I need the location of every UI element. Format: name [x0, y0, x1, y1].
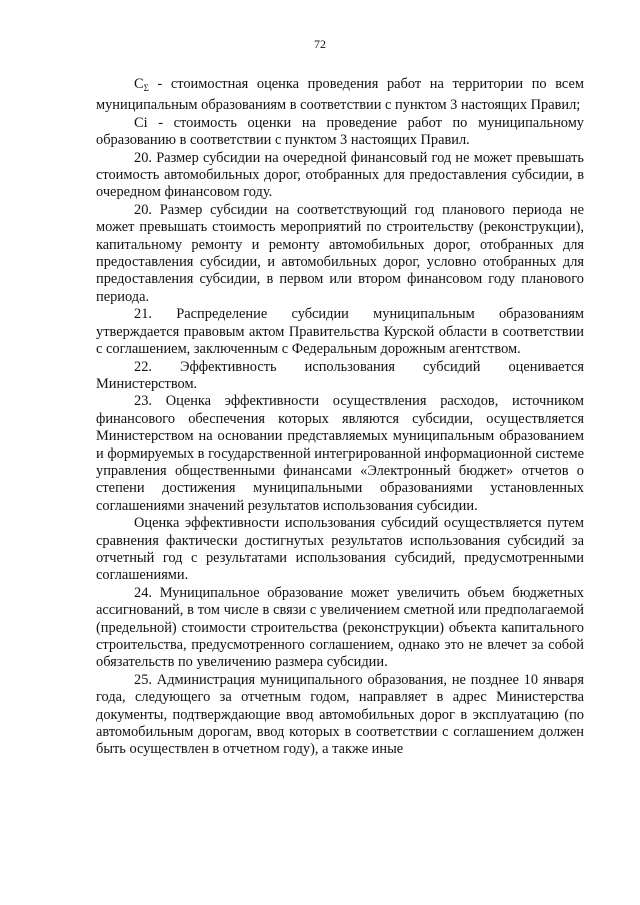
paragraph-c-sigma — [96, 76, 584, 115]
paragraph-25: 25. Администрация муниципального образования, не позднее 10 января года, следующего за отчетным годом, направляет в адрес Министерства документы, подтверждающие ввод автомобильных дорог в эксплуатацию (по автомобильным дорогам, ввод которых в соответствии с соглашением должен быть осуществлен в отчетном году), а также иные — [96, 671, 584, 758]
paragraph-23-evaluation: Оценка эффективности использования субсидий осуществляется путем сравнения фактически достигнутых результатов использования субсидий за отчетный год с результатами использования субсидий, предусмотренными соглашениями. — [96, 515, 584, 584]
c-sigma-symbol: $C_\Sigma$ — [134, 76, 149, 93]
paragraph-20b: 20. Размер субсидии на соответствующий год планового периода не может превышать стоимость мероприятий по строительству (реконструкции), капитальному ремонту и ремонту автомобильных дорог, отобранных для предоставления субсидии, и автомобильных дорог, условно отобранных для предоставления субсидии, в первом или втором финансовом году планового периода. — [96, 201, 584, 305]
paragraph-21: 21. Распределение субсидии муниципальным образованиям утверждается правовым актом Правительства Курской области в соответствии с соглашением, заключенным с Федеральным дорожным агентством. — [96, 306, 584, 358]
paragraph-23: 23. Оценка эффективности осуществления расходов, источником финансового обеспечения которых являются субсидии, осуществляется Министерством на основании представляемых муниципальным образованием и формируемых в государственной интегрированной информационной системе управления общественными финансами «Электронный бюджет» отчетов о степени достижения муниципальными образованиями установленных соглашениями значений результатов использования субсидии. — [96, 393, 584, 514]
page-number: 72 — [314, 37, 326, 51]
paragraph-24: 24. Муниципальное образование может увеличить объем бюджетных ассигнований, в том числе в связи с увеличением сметной или предполагаемой (предельной) стоимости строительства (реконструкции) объекта капитального строительства, предусмотренного соглашением, однако это не влечет за собой обязательств по увеличению размера субсидии. — [96, 584, 584, 671]
paragraph-ci: Ci - стоимость оценки на проведение работ по муниципальному образованию в соответствии с пунктом 3 настоящих Правил. — [96, 114, 584, 149]
paragraph-20a: 20. Размер субсидии на очередной финансовый год не может превышать стоимость автомобильных дорог, отобранных для предоставления субсидии, в очередном финансовом году. — [96, 149, 584, 201]
document-body — [96, 76, 584, 759]
c-sigma-definition: - стоимостная оценка проведения работ на территории по всем муниципальным образованиям в соответствии с пунктом 3 настоящих Правил; — [96, 76, 584, 114]
paragraph-22: 22. Эффективность использования субсидий оценивается Министерством. — [96, 358, 584, 392]
